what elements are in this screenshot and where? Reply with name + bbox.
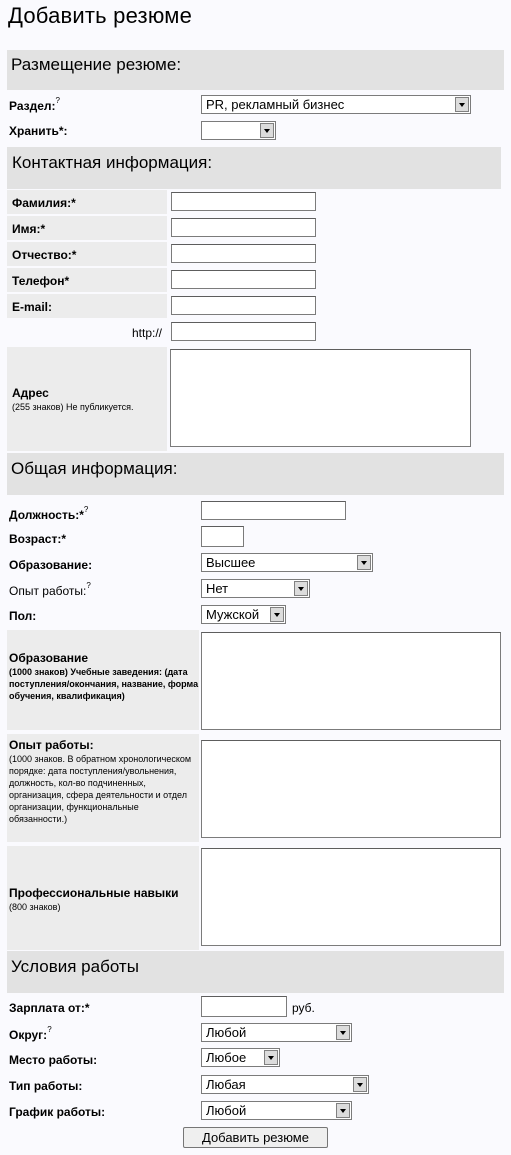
surname-input[interactable] bbox=[171, 192, 316, 211]
name-label: Имя:* bbox=[12, 222, 46, 236]
schedule-select[interactable]: Любой bbox=[201, 1101, 352, 1120]
phone-input[interactable] bbox=[171, 270, 316, 289]
help-mark[interactable]: ? bbox=[86, 581, 91, 590]
help-mark[interactable]: ? bbox=[83, 505, 89, 514]
type-select[interactable]: Любая bbox=[201, 1075, 369, 1094]
type-label: Тип работы: bbox=[9, 1079, 83, 1093]
chevron-down-icon bbox=[336, 1025, 350, 1040]
experience-label: Опыт работы:? bbox=[9, 581, 91, 598]
address-hint: (255 знаков) Не публикуется. bbox=[12, 402, 134, 412]
experience-select[interactable]: Нет bbox=[201, 579, 310, 598]
chevron-down-icon bbox=[455, 97, 469, 112]
page-title: Добавить резюме bbox=[8, 3, 193, 28]
skills-textarea[interactable] bbox=[201, 848, 501, 946]
chevron-down-icon bbox=[264, 1050, 278, 1065]
chevron-down-icon bbox=[294, 581, 308, 596]
experience-textarea[interactable] bbox=[201, 740, 501, 838]
razdel-label: Раздел:? bbox=[9, 96, 60, 113]
keep-label: Хранить*: bbox=[9, 124, 68, 138]
edu-text-label: Образование bbox=[9, 651, 89, 665]
education-textarea[interactable] bbox=[201, 632, 501, 730]
section-title: Общая информация: bbox=[11, 459, 178, 478]
salary-unit: руб. bbox=[292, 1001, 315, 1015]
address-textarea[interactable] bbox=[170, 349, 471, 447]
phone-label: Телефон* bbox=[12, 274, 70, 288]
exp-text-label: Опыт работы: bbox=[9, 738, 94, 752]
section-header-general bbox=[7, 453, 504, 495]
section-title: Условия работы bbox=[11, 957, 139, 976]
salary-input[interactable] bbox=[201, 996, 287, 1017]
chevron-down-icon bbox=[357, 555, 371, 570]
education-label: Образование: bbox=[9, 558, 93, 572]
address-label: Адрес bbox=[12, 386, 49, 400]
place-select[interactable]: Любое bbox=[201, 1048, 280, 1067]
email-label: E-mail: bbox=[12, 300, 53, 314]
help-mark[interactable]: ? bbox=[47, 1025, 52, 1034]
section-header-contact bbox=[7, 147, 501, 189]
position-input[interactable] bbox=[201, 501, 346, 520]
submit-resume-button[interactable]: Добавить резюме bbox=[183, 1127, 328, 1148]
salary-label: Зарплата от:* bbox=[9, 1001, 90, 1015]
name-input[interactable] bbox=[171, 218, 316, 237]
district-label: Округ:? bbox=[9, 1025, 52, 1042]
chevron-down-icon bbox=[353, 1077, 367, 1092]
district-select[interactable]: Любой bbox=[201, 1023, 352, 1042]
razdel-select[interactable]: PR, рекламный бизнес bbox=[201, 95, 471, 114]
education-select[interactable]: Высшее bbox=[201, 553, 373, 572]
age-label: Возраст:* bbox=[9, 532, 67, 546]
schedule-label: График работы: bbox=[9, 1105, 106, 1119]
section-title: Размещение резюме: bbox=[11, 55, 182, 74]
place-label: Место работы: bbox=[9, 1053, 98, 1067]
exp-text-hint: (1000 знаков. В обратном хронологическом порядке: дата поступления/увольнения, должность, кол-во подчиненных, организация, сфера деятельности и отдел организации, функциональные обязанности.) bbox=[9, 754, 192, 824]
help-mark[interactable]: ? bbox=[55, 96, 60, 105]
keep-select[interactable] bbox=[201, 121, 276, 140]
skills-label: Профессиональные навыки bbox=[9, 886, 179, 900]
gender-select[interactable]: Мужской bbox=[201, 605, 286, 624]
section-header-conditions bbox=[7, 951, 504, 993]
http-label: http:// bbox=[132, 326, 163, 340]
url-input[interactable] bbox=[171, 322, 316, 341]
surname-label: Фамилия:* bbox=[12, 196, 76, 210]
gender-label: Пол: bbox=[9, 609, 37, 623]
chevron-down-icon bbox=[336, 1103, 350, 1118]
patronymic-label: Отчество:* bbox=[12, 248, 77, 262]
section-title: Контактная информация: bbox=[12, 153, 213, 172]
chevron-down-icon bbox=[270, 607, 284, 622]
edu-text-hint: (1000 знаков) Учебные заведения: (дата поступления/окончания, название, форма обучения, квалификация) bbox=[9, 667, 199, 701]
section-header-placement bbox=[7, 50, 504, 90]
patronymic-input[interactable] bbox=[171, 244, 316, 263]
skills-hint: (800 знаков) bbox=[9, 902, 61, 912]
position-label: Должность:*? bbox=[9, 505, 89, 522]
chevron-down-icon bbox=[260, 123, 274, 138]
age-input[interactable] bbox=[201, 526, 244, 547]
email-input[interactable] bbox=[171, 296, 316, 315]
